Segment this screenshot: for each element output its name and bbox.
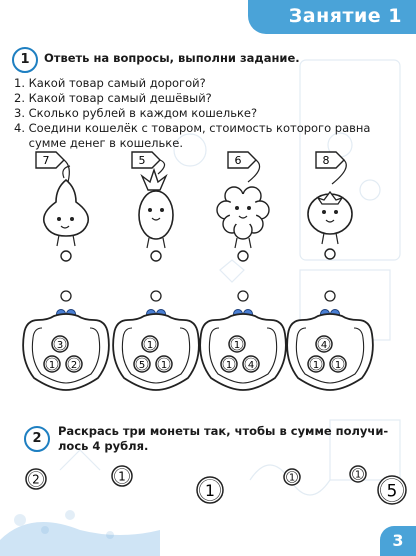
- wallet[interactable]: [113, 291, 199, 390]
- coin-value: 1: [225, 360, 233, 371]
- task-2-title-line-1: Раскрась три монеты так, чтобы в сумме получи-: [58, 424, 389, 438]
- answer-circle[interactable]: [238, 251, 248, 261]
- coin-value: 2: [70, 360, 78, 371]
- price-tag: [228, 152, 256, 168]
- product-pineapple[interactable]: [132, 152, 173, 261]
- coin-value: 5: [138, 360, 146, 371]
- coin-to-color[interactable]: [350, 466, 366, 482]
- product-pear[interactable]: [36, 152, 88, 261]
- purse-icon: [113, 314, 199, 390]
- question-4-cont: сумме денег в кошельке.: [14, 136, 183, 150]
- coin-value: 1: [160, 360, 168, 371]
- pineapple-icon: [139, 191, 173, 239]
- task-2-title-line-2: лось 4 рубля.: [58, 439, 149, 453]
- lesson-title: Занятие 1: [288, 5, 402, 27]
- coin-to-color[interactable]: [197, 477, 223, 503]
- lesson-header: [248, 0, 416, 34]
- answer-circle[interactable]: [151, 291, 161, 301]
- question-4: 4. Соедини кошелёк с товаром, стоимость которого равна: [14, 121, 371, 135]
- coin-value: 1: [48, 360, 56, 371]
- purse-icon: [287, 314, 373, 390]
- product-raspberry[interactable]: [217, 152, 269, 261]
- price-tag: [316, 152, 344, 168]
- coin-value: 1: [334, 360, 342, 371]
- coin-value: 5: [386, 480, 398, 501]
- coin-value: 1: [118, 469, 126, 484]
- answer-circle[interactable]: [61, 291, 71, 301]
- question-2: 2. Какой товар самый дешёвый?: [14, 91, 212, 105]
- task-1-title: Ответь на вопросы, выполни задание.: [44, 51, 300, 65]
- price-tag-value: 6: [234, 154, 242, 167]
- coin-value: 4: [247, 360, 255, 371]
- answer-circle[interactable]: [151, 251, 161, 261]
- coin-to-color[interactable]: [378, 476, 406, 504]
- wallet[interactable]: [287, 291, 373, 390]
- coin-value: 1: [205, 481, 215, 500]
- wallet[interactable]: [200, 291, 286, 390]
- coin-row: [0, 460, 416, 520]
- leaves-icon: [142, 170, 166, 190]
- coin-value: 1: [233, 340, 241, 351]
- purse-icon: [200, 314, 286, 390]
- products-and-wallets: [0, 140, 416, 400]
- coin-value: 1: [146, 340, 154, 351]
- answer-circle[interactable]: [61, 251, 71, 261]
- wallet[interactable]: [23, 291, 109, 390]
- purse-icon: [23, 314, 109, 390]
- price-tag-value: 8: [322, 154, 330, 167]
- question-1: 1. Какой товар самый дорогой?: [14, 76, 206, 90]
- coin-value: 2: [32, 472, 40, 487]
- price-tag-value: 5: [138, 154, 146, 167]
- coin-value: 1: [312, 360, 320, 371]
- coin-to-color[interactable]: [112, 466, 132, 486]
- price-tag: [132, 152, 160, 168]
- coin-to-color[interactable]: [26, 469, 46, 489]
- price-tag-value: 7: [42, 154, 50, 167]
- task-2-title: [58, 424, 388, 454]
- price-tag: [36, 152, 64, 168]
- page-number: 3: [380, 526, 416, 556]
- coin-to-color[interactable]: [284, 469, 300, 485]
- coin-value: 4: [320, 340, 328, 351]
- task-1-number: 1: [12, 47, 38, 73]
- product-tomato[interactable]: [308, 152, 352, 259]
- task-2-number: 2: [24, 426, 50, 452]
- question-3: 3. Сколько рублей в каждом кошельке?: [14, 106, 258, 120]
- coin-value: 1: [288, 472, 296, 484]
- coin-value: 3: [56, 340, 64, 351]
- answer-circle[interactable]: [325, 249, 335, 259]
- coin-value: 1: [354, 469, 362, 481]
- answer-circle[interactable]: [238, 291, 248, 301]
- raspberry-icon: [217, 187, 269, 239]
- answer-circle[interactable]: [325, 291, 335, 301]
